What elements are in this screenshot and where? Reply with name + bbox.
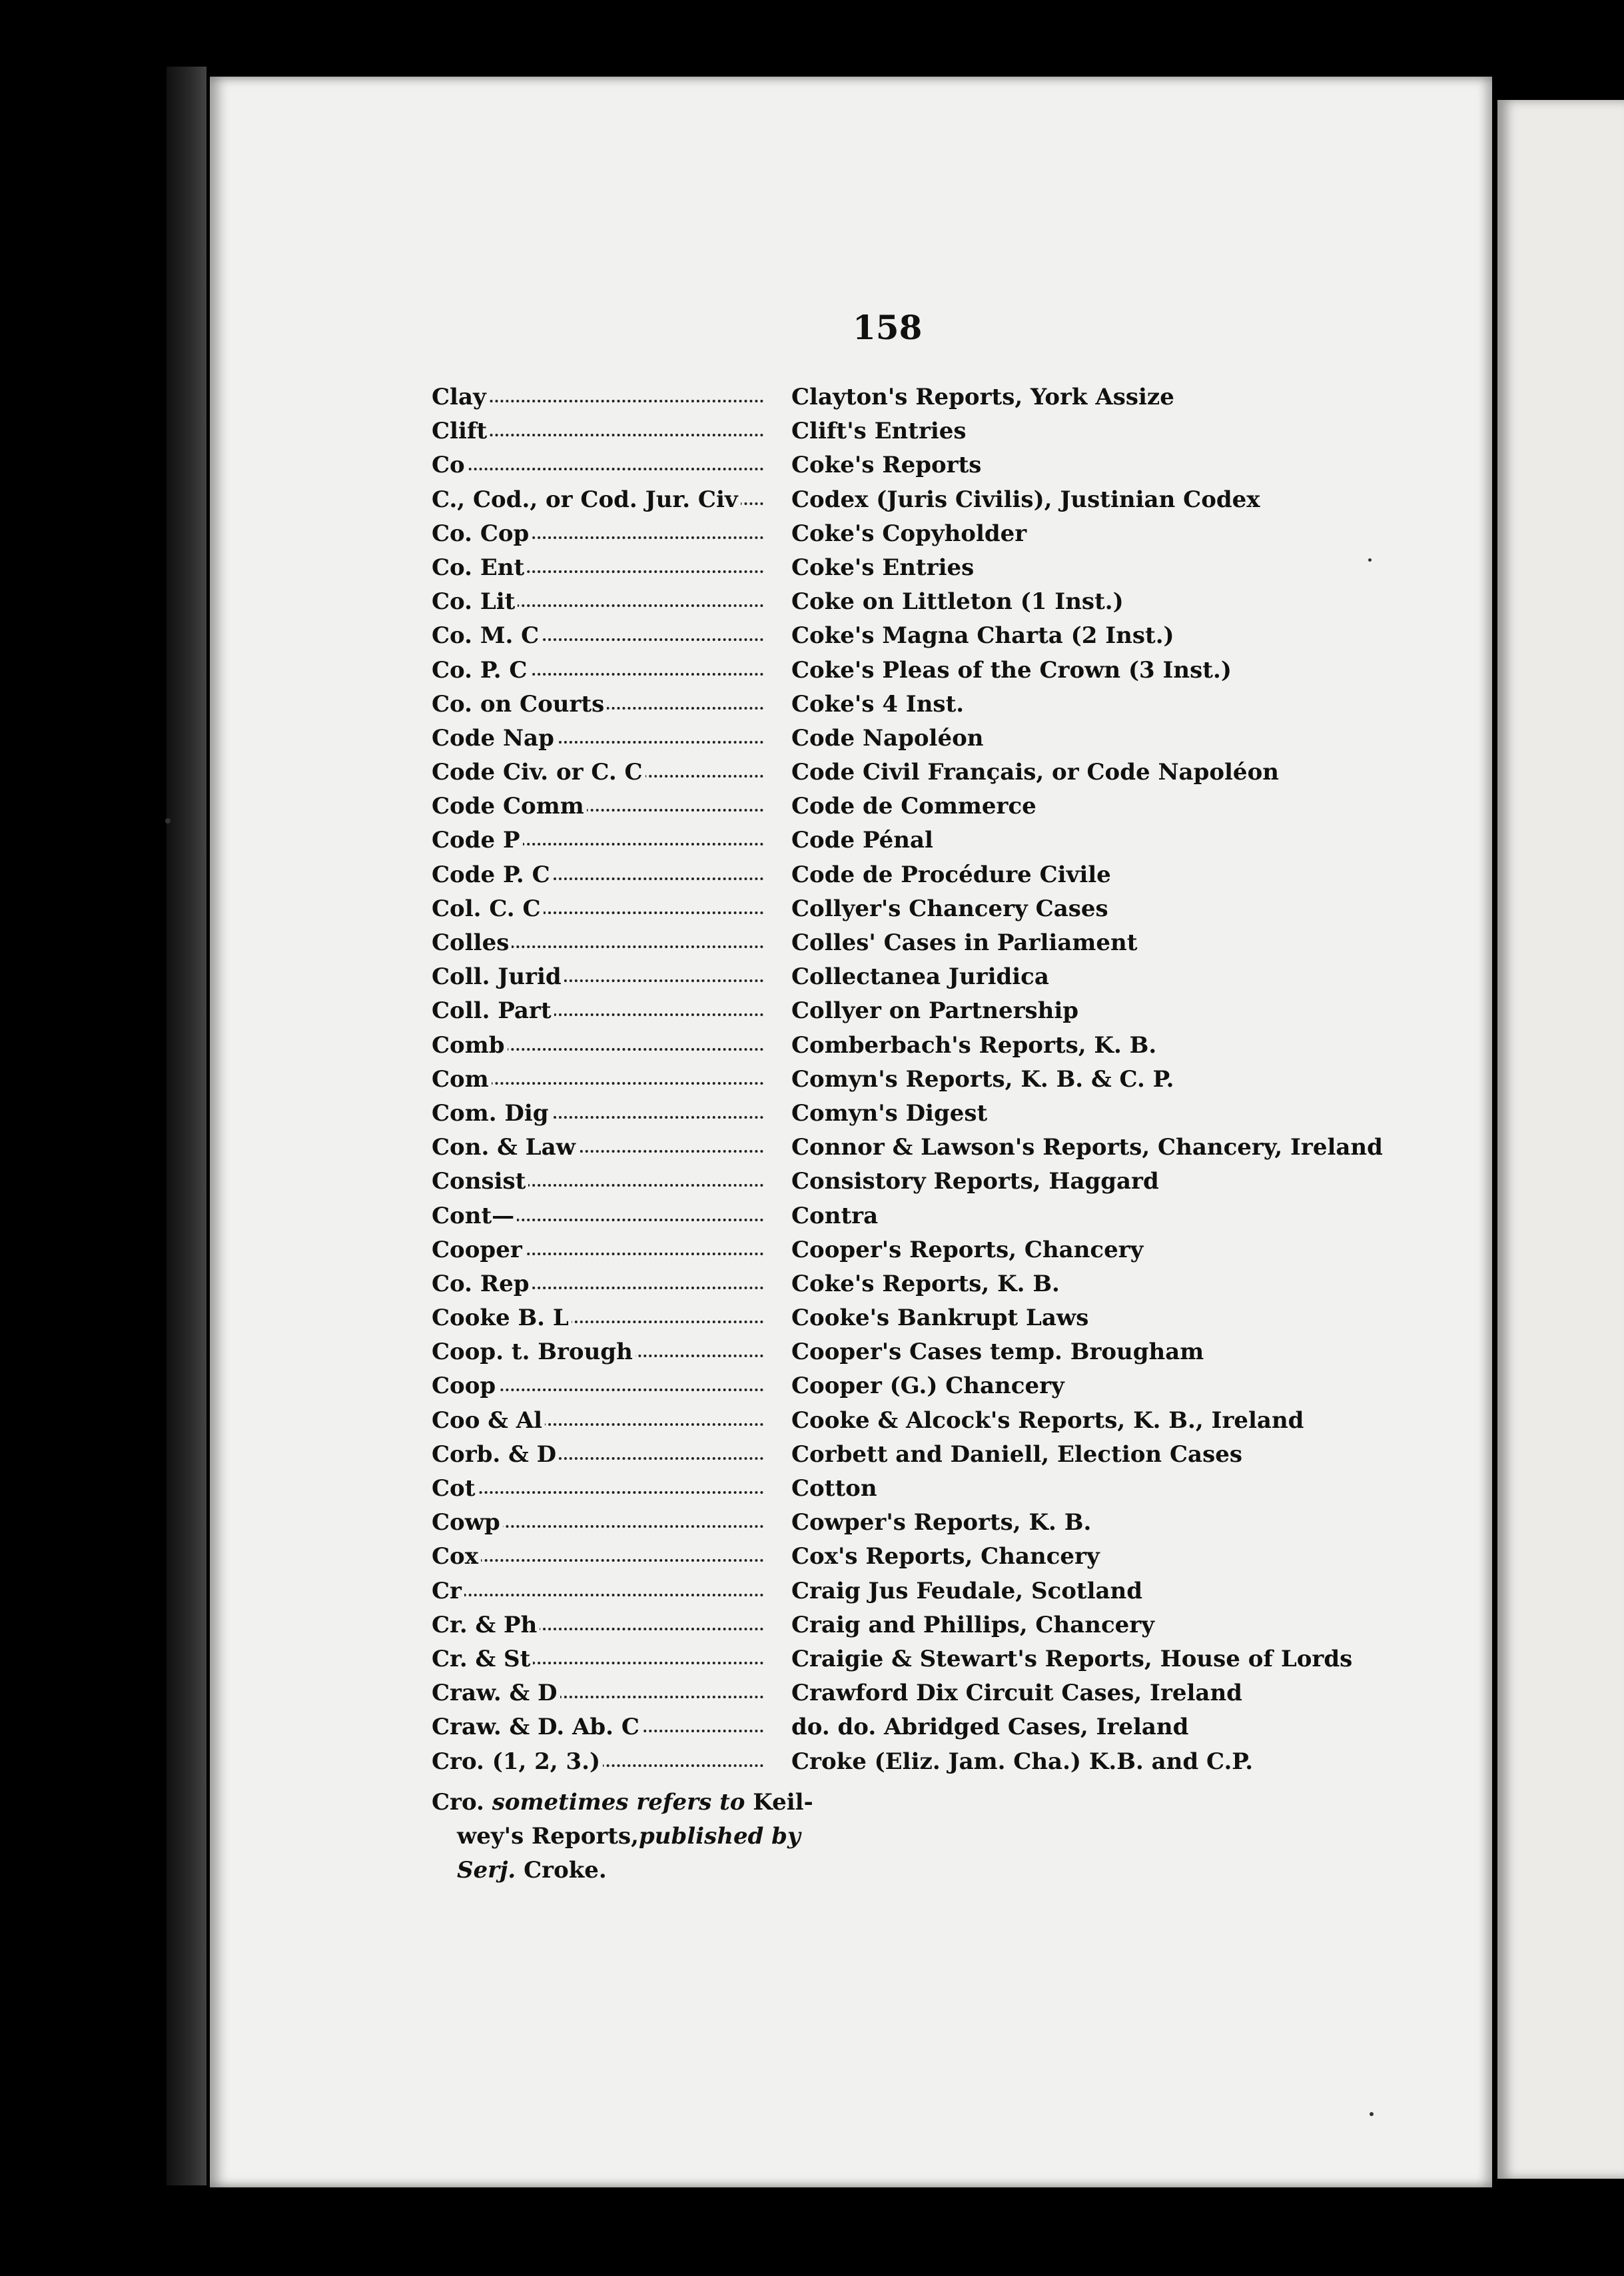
entry-expansion: Connor & Lawson's Reports, Chancery, Ireland bbox=[791, 1134, 1383, 1161]
list-item bbox=[432, 997, 1351, 1031]
entry-expansion: Coke's 4 Inst. bbox=[791, 690, 965, 718]
entry-abbreviation bbox=[432, 691, 763, 718]
entry-expansion: Cooke & Alcock's Reports, K. B., Ireland bbox=[791, 1407, 1304, 1434]
abbreviation-label: Co. Cop bbox=[432, 520, 532, 547]
list-item bbox=[432, 486, 1351, 520]
list-item bbox=[432, 418, 1351, 452]
entry-abbreviation bbox=[432, 486, 763, 513]
entry-expansion: Clift's Entries bbox=[791, 418, 967, 445]
list-item bbox=[432, 1475, 1351, 1509]
abbreviation-label: Cr bbox=[432, 1578, 464, 1604]
note-italic-2: published by bbox=[638, 1823, 801, 1850]
list-item bbox=[432, 1578, 1351, 1612]
entry-abbreviation bbox=[432, 793, 763, 820]
entry-abbreviation bbox=[432, 1066, 763, 1093]
entry-abbreviation bbox=[432, 554, 763, 581]
abbreviation-label: Code Nap bbox=[432, 725, 557, 752]
entry-expansion: Cooper's Reports, Chancery bbox=[791, 1236, 1144, 1263]
list-item bbox=[432, 1339, 1351, 1373]
entry-expansion: Cowper's Reports, K. B. bbox=[791, 1509, 1092, 1536]
footnote-entry bbox=[432, 1786, 813, 1888]
entry-abbreviation bbox=[432, 895, 763, 922]
abbreviation-label: Cro. (1, 2, 3.) bbox=[432, 1748, 603, 1775]
list-item bbox=[432, 1714, 1351, 1748]
entry-expansion: Comyn's Digest bbox=[791, 1099, 988, 1127]
entry-expansion: Coke's Entries bbox=[791, 554, 975, 581]
list-item bbox=[432, 1203, 1351, 1237]
entry-expansion: Cox's Reports, Chancery bbox=[791, 1543, 1100, 1570]
entry-expansion: Contra bbox=[791, 1202, 879, 1229]
entry-abbreviation bbox=[432, 1100, 763, 1127]
entry-abbreviation bbox=[432, 520, 763, 547]
abbreviation-label: Cr. & St bbox=[432, 1646, 533, 1672]
abbreviation-label: Co. P. C bbox=[432, 657, 530, 684]
abbreviation-label: Clift bbox=[432, 418, 490, 444]
entry-expansion: Cooke's Bankrupt Laws bbox=[791, 1305, 1089, 1332]
entry-abbreviation bbox=[432, 1612, 763, 1638]
entry-expansion: Cotton bbox=[791, 1475, 877, 1502]
entry-expansion: Collyer on Partnership bbox=[791, 997, 1079, 1025]
abbreviation-label: Co. Ent bbox=[432, 554, 527, 581]
dot-leader bbox=[432, 1491, 763, 1494]
entry-abbreviation bbox=[432, 657, 763, 684]
list-item bbox=[432, 622, 1351, 656]
entry-abbreviation bbox=[432, 1373, 763, 1399]
abbreviation-label: Consist bbox=[432, 1168, 528, 1195]
list-item bbox=[432, 1407, 1351, 1441]
entry-abbreviation bbox=[432, 1646, 763, 1672]
abbreviation-label: Coo & Al bbox=[432, 1407, 545, 1434]
abbreviation-label: Co. on Courts bbox=[432, 691, 607, 718]
abbreviation-label: Craw. & D bbox=[432, 1680, 560, 1706]
entry-expansion: Craig and Phillips, Chancery bbox=[791, 1611, 1154, 1638]
list-item bbox=[432, 588, 1351, 622]
note-abbr: Cro. bbox=[432, 1789, 484, 1816]
entry-abbreviation bbox=[432, 725, 763, 752]
note-italic-1: sometimes refers to bbox=[492, 1789, 745, 1816]
entry-expansion: Consistory Reports, Haggard bbox=[791, 1168, 1159, 1195]
abbreviation-label: Code Comm bbox=[432, 793, 587, 820]
entry-expansion: Coke's Reports, K. B. bbox=[791, 1270, 1060, 1297]
dot-leader bbox=[432, 1594, 763, 1596]
entry-abbreviation bbox=[432, 1305, 763, 1331]
entry-expansion: Collectanea Juridica bbox=[791, 963, 1049, 991]
page-number: 158 bbox=[853, 308, 923, 347]
entry-expansion: Codex (Juris Civilis), Justinian Codex bbox=[791, 486, 1260, 513]
abbreviation-label: Clay bbox=[432, 384, 489, 410]
list-item bbox=[432, 1100, 1351, 1134]
entry-expansion: Croke (Eliz. Jam. Cha.) K.B. and C.P. bbox=[791, 1748, 1254, 1775]
list-item bbox=[432, 1271, 1351, 1305]
list-item bbox=[432, 1373, 1351, 1407]
abbreviation-label: Cont— bbox=[432, 1203, 517, 1229]
entry-abbreviation bbox=[432, 1339, 763, 1365]
entry-expansion: Coke's Reports bbox=[791, 452, 982, 479]
entry-expansion: Colles' Cases in Parliament bbox=[791, 929, 1138, 956]
abbreviation-label: Cox bbox=[432, 1543, 481, 1570]
entry-expansion: Cooper's Cases temp. Brougham bbox=[791, 1339, 1204, 1366]
entry-expansion: Crawford Dix Circuit Cases, Ireland bbox=[791, 1680, 1242, 1707]
abbreviation-label: Code P. C bbox=[432, 861, 553, 888]
entry-expansion: Craigie & Stewart's Reports, House of Lords bbox=[791, 1645, 1353, 1672]
list-item bbox=[432, 384, 1351, 418]
abbreviation-label: Coop. t. Brough bbox=[432, 1339, 635, 1365]
book-binding-edge bbox=[167, 67, 206, 2185]
entry-abbreviation bbox=[432, 1441, 763, 1468]
entry-abbreviation bbox=[432, 1271, 763, 1297]
list-item bbox=[432, 1134, 1383, 1168]
note-text-2: wey's Reports, bbox=[457, 1823, 639, 1850]
entry-expansion: Cooper (G.) Chancery bbox=[791, 1373, 1064, 1400]
entry-expansion: do. do. Abridged Cases, Ireland bbox=[791, 1714, 1189, 1741]
entry-expansion: Clayton's Reports, York Assize bbox=[791, 384, 1174, 410]
abbreviation-label: Cooke B. L bbox=[432, 1305, 572, 1331]
list-item bbox=[432, 1612, 1351, 1646]
entry-abbreviation bbox=[432, 1032, 763, 1059]
list-item bbox=[432, 827, 1351, 861]
list-item bbox=[432, 759, 1351, 793]
entry-abbreviation bbox=[432, 418, 763, 444]
abbreviation-label: Craw. & D. Ab. C bbox=[432, 1714, 642, 1740]
list-item bbox=[432, 963, 1351, 997]
list-item bbox=[432, 657, 1351, 691]
entry-expansion: Code de Procédure Civile bbox=[791, 861, 1111, 888]
abbreviation-label: Con. & Law bbox=[432, 1134, 578, 1161]
entry-abbreviation bbox=[432, 1543, 763, 1570]
list-item bbox=[432, 1646, 1351, 1680]
entry-expansion: Code Napoléon bbox=[791, 724, 984, 752]
abbreviation-label: Cot bbox=[432, 1475, 478, 1502]
abbreviation-label: Com bbox=[432, 1066, 492, 1093]
abbreviation-label: Cooper bbox=[432, 1237, 525, 1263]
scan-speck bbox=[1370, 2112, 1374, 2116]
abbreviation-label: Colles bbox=[432, 929, 512, 956]
abbreviation-label: C., Cod., or Cod. Jur. Civ bbox=[432, 486, 741, 513]
entry-expansion: Coke's Copyholder bbox=[791, 520, 1027, 547]
entry-abbreviation bbox=[432, 1168, 763, 1195]
abbreviation-label: Coll. Jurid bbox=[432, 963, 564, 990]
abbreviation-label: Com. Dig bbox=[432, 1100, 552, 1127]
list-item bbox=[432, 1543, 1351, 1577]
abbreviation-label: Corb. & D bbox=[432, 1441, 559, 1468]
abbreviation-label: Co. M. C bbox=[432, 622, 542, 649]
entry-expansion: Coke's Pleas of the Crown (3 Inst.) bbox=[791, 656, 1232, 684]
list-item bbox=[432, 1066, 1351, 1100]
list-item bbox=[432, 725, 1351, 759]
entry-abbreviation bbox=[432, 1714, 763, 1740]
entry-expansion: Collyer's Chancery Cases bbox=[791, 895, 1108, 922]
entry-expansion: Comberbach's Reports, K. B. bbox=[791, 1031, 1157, 1059]
note-italic-3: Serj. bbox=[457, 1857, 516, 1884]
entry-abbreviation bbox=[432, 759, 763, 786]
list-item bbox=[432, 1305, 1351, 1339]
entry-abbreviation bbox=[432, 622, 763, 649]
entry-abbreviation bbox=[432, 1134, 763, 1161]
entry-expansion: Coke on Littleton (1 Inst.) bbox=[791, 588, 1124, 616]
list-item bbox=[432, 1748, 1351, 1782]
list-item bbox=[432, 1032, 1351, 1066]
list-item bbox=[432, 452, 1351, 486]
scan-speck bbox=[165, 818, 171, 824]
abbreviation-label: Co. Rep bbox=[432, 1271, 532, 1297]
list-item bbox=[432, 691, 1351, 725]
list-item bbox=[432, 793, 1351, 827]
list-item bbox=[432, 1168, 1351, 1202]
entry-abbreviation bbox=[432, 827, 763, 854]
dot-leader bbox=[432, 468, 763, 470]
entry-abbreviation bbox=[432, 1407, 763, 1434]
entry-expansion: Code de Commerce bbox=[791, 793, 1036, 820]
entry-expansion: Corbett and Daniell, Election Cases bbox=[791, 1440, 1242, 1468]
entry-abbreviation bbox=[432, 384, 763, 410]
entry-abbreviation bbox=[432, 1475, 763, 1502]
abbreviation-label: Co. Lit bbox=[432, 588, 518, 615]
list-item bbox=[432, 1441, 1351, 1475]
list-item bbox=[432, 1509, 1351, 1543]
abbreviation-label: Comb bbox=[432, 1032, 508, 1059]
note-text-3: Croke. bbox=[524, 1857, 607, 1884]
abbreviation-label: Cr. & Ph bbox=[432, 1612, 540, 1638]
abbreviation-label: Coop bbox=[432, 1373, 498, 1399]
list-item bbox=[432, 929, 1351, 963]
entry-abbreviation bbox=[432, 1237, 763, 1263]
entry-abbreviation bbox=[432, 1578, 763, 1604]
entry-abbreviation bbox=[432, 963, 763, 990]
list-item bbox=[432, 520, 1351, 554]
entry-expansion: Craig Jus Feudale, Scotland bbox=[791, 1577, 1143, 1604]
list-item bbox=[432, 1237, 1351, 1271]
abbreviation-list bbox=[432, 384, 1383, 1782]
entry-abbreviation bbox=[432, 1680, 763, 1706]
note-text-1: Keil- bbox=[753, 1789, 813, 1816]
entry-abbreviation bbox=[432, 452, 763, 478]
entry-abbreviation bbox=[432, 1509, 763, 1536]
entry-abbreviation bbox=[432, 861, 763, 888]
list-item bbox=[432, 554, 1351, 588]
dot-leader bbox=[432, 1559, 763, 1562]
entry-expansion: Code Civil Français, or Code Napoléon bbox=[791, 759, 1279, 786]
abbreviation-label: Code Civ. or C. C bbox=[432, 759, 645, 786]
scan-speck bbox=[1368, 558, 1372, 562]
entry-expansion: Coke's Magna Charta (2 Inst.) bbox=[791, 622, 1174, 650]
abbreviation-label: Cowp bbox=[432, 1509, 503, 1536]
facing-page-edge bbox=[1497, 100, 1624, 2179]
list-item bbox=[432, 1680, 1351, 1714]
entry-abbreviation bbox=[432, 997, 763, 1024]
abbreviation-label: Co bbox=[432, 452, 468, 478]
entry-expansion: Comyn's Reports, K. B. & C. P. bbox=[791, 1065, 1174, 1093]
entry-abbreviation bbox=[432, 588, 763, 615]
list-item bbox=[432, 861, 1351, 895]
abbreviation-label: Col. C. C bbox=[432, 895, 544, 922]
abbreviation-label: Code P bbox=[432, 827, 523, 854]
abbreviation-label: Coll. Part bbox=[432, 997, 554, 1024]
entry-abbreviation bbox=[432, 929, 763, 956]
list-item bbox=[432, 895, 1351, 929]
entry-expansion: Code Pénal bbox=[791, 827, 933, 854]
entry-abbreviation bbox=[432, 1203, 763, 1229]
entry-abbreviation bbox=[432, 1748, 763, 1775]
